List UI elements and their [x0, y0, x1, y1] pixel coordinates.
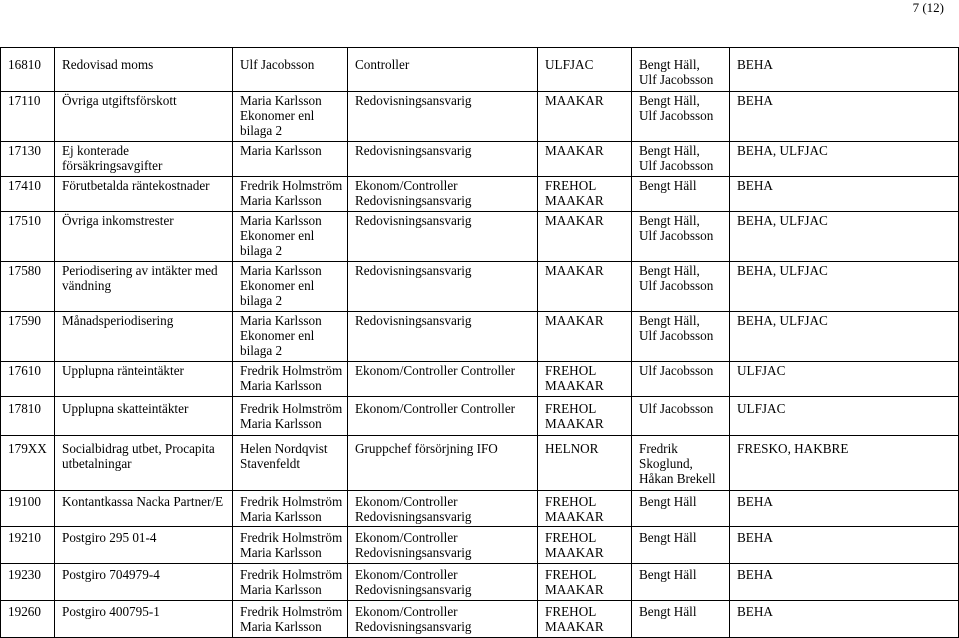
- user-id-cell: MAAKAR: [538, 142, 632, 177]
- role-cell: Redovisningsansvarig: [348, 142, 538, 177]
- account-number-cell: 17410: [1, 177, 55, 212]
- approver-id-cell: BEHA: [730, 527, 959, 564]
- responsible-person-cell: Fredrik Holmström Maria Karlsson: [233, 491, 348, 527]
- account-responsibility-table: [0, 47, 959, 638]
- account-number-cell: 17580: [1, 262, 55, 312]
- responsible-person-cell: Maria Karlsson Ekonomer enl bilaga 2: [233, 312, 348, 362]
- account-name-cell: Postgiro 295 01-4: [55, 527, 233, 564]
- table-row: [1, 212, 959, 262]
- role-cell: Ekonom/Controller Controller: [348, 397, 538, 436]
- approver-id-cell: BEHA: [730, 48, 959, 92]
- approver-cell: Bengt Häll, Ulf Jacobsson: [632, 212, 730, 262]
- responsible-person-cell: Fredrik Holmström Maria Karlsson: [233, 177, 348, 212]
- table-row: [1, 564, 959, 601]
- account-name-cell: Övriga utgiftsförskott: [55, 92, 233, 142]
- account-name-cell: Månadsperiodisering: [55, 312, 233, 362]
- user-id-cell: ULFJAC: [538, 48, 632, 92]
- user-id-cell: MAAKAR: [538, 262, 632, 312]
- account-name-cell: Socialbidrag utbet, Procapita utbetalningar: [55, 436, 233, 491]
- approver-id-cell: BEHA: [730, 177, 959, 212]
- approver-cell: Bengt Häll: [632, 491, 730, 527]
- approver-cell: Bengt Häll: [632, 527, 730, 564]
- role-cell: Ekonom/Controller Redovisningsansvarig: [348, 601, 538, 638]
- role-cell: Ekonom/Controller Controller: [348, 362, 538, 397]
- role-cell: Controller: [348, 48, 538, 92]
- responsible-person-cell: Maria Karlsson Ekonomer enl bilaga 2: [233, 262, 348, 312]
- account-number-cell: 17130: [1, 142, 55, 177]
- account-number-cell: 16810: [1, 48, 55, 92]
- approver-cell: Bengt Häll, Ulf Jacobsson: [632, 312, 730, 362]
- user-id-cell: FREHOL MAAKAR: [538, 397, 632, 436]
- account-name-cell: Postgiro 400795-1: [55, 601, 233, 638]
- approver-cell: Bengt Häll, Ulf Jacobsson: [632, 48, 730, 92]
- approver-id-cell: BEHA: [730, 491, 959, 527]
- table-row: [1, 362, 959, 397]
- role-cell: Ekonom/Controller Redovisningsansvarig: [348, 564, 538, 601]
- role-cell: Ekonom/Controller Redovisningsansvarig: [348, 177, 538, 212]
- role-cell: Gruppchef försörjning IFO: [348, 436, 538, 491]
- approver-id-cell: BEHA: [730, 601, 959, 638]
- role-cell: Ekonom/Controller Redovisningsansvarig: [348, 527, 538, 564]
- approver-id-cell: BEHA: [730, 564, 959, 601]
- table-row: [1, 436, 959, 491]
- table-row: [1, 92, 959, 142]
- user-id-cell: MAAKAR: [538, 212, 632, 262]
- user-id-cell: MAAKAR: [538, 312, 632, 362]
- account-number-cell: 17610: [1, 362, 55, 397]
- approver-cell: Bengt Häll: [632, 564, 730, 601]
- table-row: [1, 312, 959, 362]
- responsible-person-cell: Maria Karlsson Ekonomer enl bilaga 2: [233, 212, 348, 262]
- table-row: [1, 142, 959, 177]
- approver-id-cell: ULFJAC: [730, 362, 959, 397]
- account-name-cell: Upplupna skatteintäkter: [55, 397, 233, 436]
- account-number-cell: 19100: [1, 491, 55, 527]
- responsible-person-cell: Fredrik Holmström Maria Karlsson: [233, 397, 348, 436]
- user-id-cell: FREHOL MAAKAR: [538, 601, 632, 638]
- responsible-person-cell: Fredrik Holmström Maria Karlsson: [233, 564, 348, 601]
- approver-cell: Bengt Häll: [632, 177, 730, 212]
- approver-cell: Bengt Häll: [632, 601, 730, 638]
- account-number-cell: 179XX: [1, 436, 55, 491]
- account-name-cell: Periodisering av intäkter med vändning: [55, 262, 233, 312]
- account-number-cell: 17590: [1, 312, 55, 362]
- user-id-cell: FREHOL MAAKAR: [538, 527, 632, 564]
- approver-id-cell: BEHA: [730, 92, 959, 142]
- responsible-person-cell: Fredrik Holmström Maria Karlsson: [233, 527, 348, 564]
- user-id-cell: MAAKAR: [538, 92, 632, 142]
- approver-id-cell: ULFJAC: [730, 397, 959, 436]
- user-id-cell: HELNOR: [538, 436, 632, 491]
- account-name-cell: Redovisad moms: [55, 48, 233, 92]
- account-number-cell: 19230: [1, 564, 55, 601]
- account-number-cell: 17510: [1, 212, 55, 262]
- approver-cell: Bengt Häll, Ulf Jacobsson: [632, 142, 730, 177]
- table-row: [1, 48, 959, 92]
- account-number-cell: 17810: [1, 397, 55, 436]
- table-row: [1, 527, 959, 564]
- user-id-cell: FREHOL MAAKAR: [538, 177, 632, 212]
- table-row: [1, 262, 959, 312]
- account-name-cell: Övriga inkomstrester: [55, 212, 233, 262]
- table-row: [1, 177, 959, 212]
- role-cell: Redovisningsansvarig: [348, 312, 538, 362]
- table-row: [1, 491, 959, 527]
- account-number-cell: 19260: [1, 601, 55, 638]
- user-id-cell: FREHOL MAAKAR: [538, 491, 632, 527]
- responsible-person-cell: Fredrik Holmström Maria Karlsson: [233, 362, 348, 397]
- approver-cell: Fredrik Skoglund, Håkan Brekell: [632, 436, 730, 491]
- approver-id-cell: BEHA, ULFJAC: [730, 212, 959, 262]
- responsible-person-cell: Maria Karlsson: [233, 142, 348, 177]
- user-id-cell: FREHOL MAAKAR: [538, 362, 632, 397]
- role-cell: Ekonom/Controller Redovisningsansvarig: [348, 491, 538, 527]
- account-number-cell: 19210: [1, 527, 55, 564]
- account-name-cell: Upplupna ränteintäkter: [55, 362, 233, 397]
- approver-id-cell: BEHA, ULFJAC: [730, 262, 959, 312]
- table-row: [1, 397, 959, 436]
- approver-cell: Ulf Jacobsson: [632, 362, 730, 397]
- responsible-person-cell: Helen Nordqvist Stavenfeldt: [233, 436, 348, 491]
- account-name-cell: Förutbetalda räntekostnader: [55, 177, 233, 212]
- responsible-person-cell: Fredrik Holmström Maria Karlsson: [233, 601, 348, 638]
- account-responsibility-table-wrap: [0, 47, 959, 638]
- account-name-cell: Kontantkassa Nacka Partner/E: [55, 491, 233, 527]
- approver-id-cell: FRESKO, HAKBRE: [730, 436, 959, 491]
- approver-id-cell: BEHA, ULFJAC: [730, 142, 959, 177]
- approver-cell: Bengt Häll, Ulf Jacobsson: [632, 92, 730, 142]
- page-number: 7 (12): [912, 0, 944, 15]
- responsible-person-cell: Maria Karlsson Ekonomer enl bilaga 2: [233, 92, 348, 142]
- role-cell: Redovisningsansvarig: [348, 262, 538, 312]
- responsible-person-cell: Ulf Jacobsson: [233, 48, 348, 92]
- table-body: [1, 48, 959, 638]
- account-name-cell: Postgiro 704979-4: [55, 564, 233, 601]
- approver-id-cell: BEHA, ULFJAC: [730, 312, 959, 362]
- role-cell: Redovisningsansvarig: [348, 92, 538, 142]
- role-cell: Redovisningsansvarig: [348, 212, 538, 262]
- account-name-cell: Ej konterade försäkringsavgifter: [55, 142, 233, 177]
- user-id-cell: FREHOL MAAKAR: [538, 564, 632, 601]
- approver-cell: Ulf Jacobsson: [632, 397, 730, 436]
- account-number-cell: 17110: [1, 92, 55, 142]
- approver-cell: Bengt Häll, Ulf Jacobsson: [632, 262, 730, 312]
- table-row: [1, 601, 959, 638]
